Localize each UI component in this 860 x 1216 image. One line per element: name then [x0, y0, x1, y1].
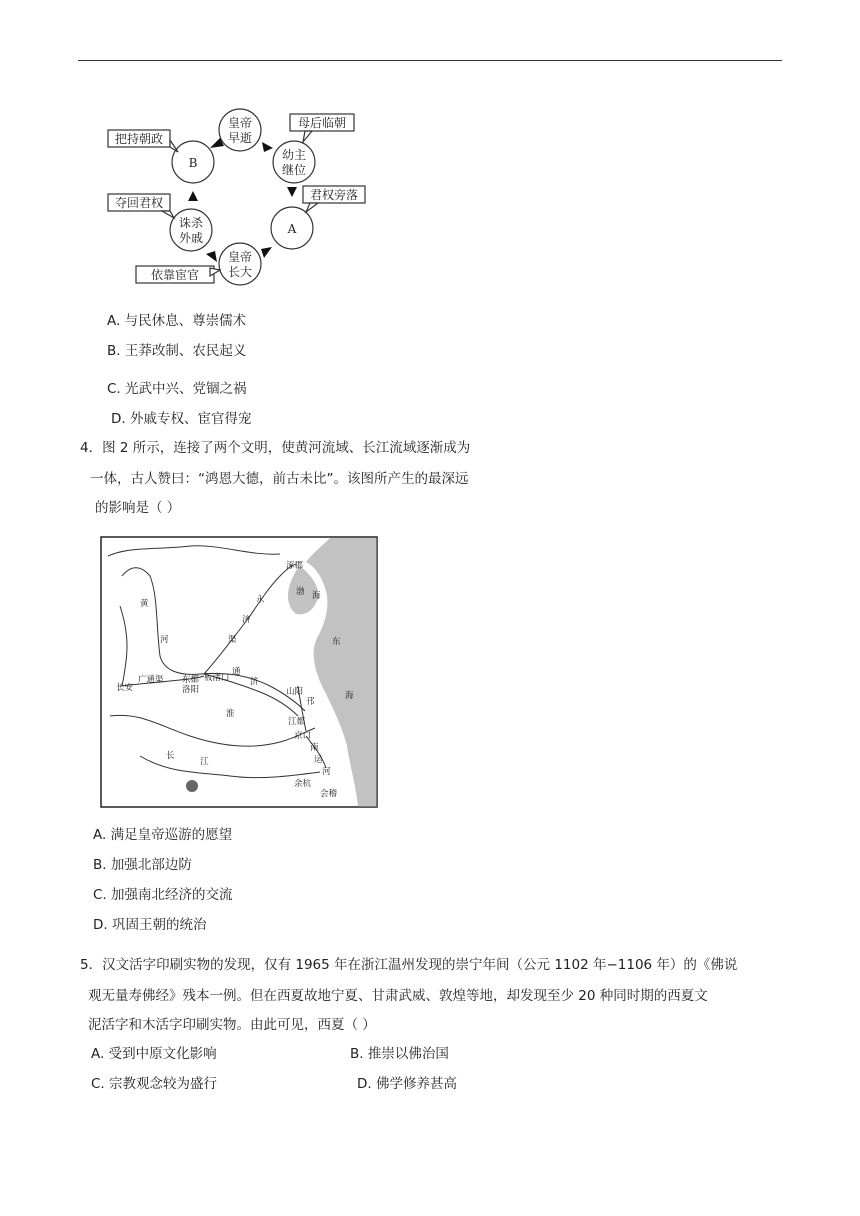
q4-stem-line-1: 4．图 2 所示，连接了两个文明，使黄河流域、长江流域逐渐成为: [80, 440, 471, 456]
node-label-emperor-early-death-2: 早逝: [227, 131, 253, 145]
map-label-dongdu: 东都: [182, 675, 200, 685]
callout-label-empress-regency: 母后临朝: [297, 116, 347, 130]
map-label-huang: 黄: [140, 599, 149, 609]
q4-stem-line-2: 一体，古人赞曰：“鸿恩大德，前古未比”。该图所产生的最深远: [90, 471, 469, 487]
arrow-a-to-grown: [261, 247, 272, 258]
callout-label-rely-eunuchs: 依靠宦官: [150, 268, 200, 282]
q4-option-c: C. 加强南北经济的交流: [93, 887, 233, 903]
q5-stem-line-1: 5．汉文活字印刷实物的发现，仅有 1965 年在浙江温州发现的崇宁年间（公元 1102 年−1106 年）的《佛说: [80, 957, 738, 973]
map-label-huai: 淮: [226, 709, 235, 719]
map-label-tong: 通: [232, 667, 241, 677]
map-label-kuaiji: 会稽: [320, 789, 338, 799]
node-label-emperor-early-death-1: 皇帝: [227, 116, 253, 130]
map-label-yong: 永: [256, 595, 265, 605]
map-label-yun: 运: [314, 755, 323, 765]
cycle-diagram: [100, 100, 370, 296]
q3-option-b: B. 王莽改制、农民起义: [107, 343, 247, 359]
q5-option-d: D. 佛学修养甚高: [357, 1076, 457, 1092]
q3-option-d: D. 外戚专权、宦官得宠: [111, 411, 252, 427]
map-label-hehe: 河: [322, 767, 331, 777]
node-label-young-ruler-1: 幼主: [281, 148, 307, 162]
map-label-he: 河: [160, 635, 169, 645]
map-label-han: 邗: [306, 697, 315, 707]
q5-option-a: A. 受到中原文化影响: [91, 1046, 217, 1062]
callout-label-power-declines: 君权旁落: [309, 188, 359, 202]
arrow-grown-to-kill: [206, 251, 217, 262]
callout-label-control-court: 把持朝政: [114, 132, 164, 146]
callout-label-regain-power: 夺回君权: [114, 196, 164, 210]
q4-option-b: B. 加强北部边防: [93, 857, 192, 873]
lake-south: [186, 780, 198, 792]
arrow-early-death-to-young: [262, 142, 273, 152]
map-label-yuhang: 余杭: [294, 779, 312, 789]
map-label-qu: 渠: [228, 635, 237, 645]
node-label-emperor-grown-2: 长大: [227, 265, 253, 279]
q4-option-a: A. 满足皇帝巡游的愿望: [93, 827, 233, 843]
node-label-emperor-grown-1: 皇帝: [227, 250, 253, 264]
map-label-jingkou: 京口: [294, 731, 312, 741]
map-label-bohai: 渤: [296, 587, 305, 597]
map-label-luoyang: 洛阳: [182, 685, 200, 695]
q5-option-b: B. 推崇以佛治国: [350, 1046, 449, 1062]
q3-option-c: C. 光武中兴、党锢之祸: [107, 381, 247, 397]
q5-stem-line-2: 观无量寿佛经》残本一例。但在西夏故地宁夏、甘肃武威、敦煌等地，却发现至少 20 种同时期的西夏文: [88, 988, 708, 1004]
arrow-young-to-a: [287, 187, 297, 197]
map-label-guangtong: 广通渠: [138, 675, 164, 685]
map-label-changan: 长安: [116, 683, 134, 693]
map-label-jiang: 江: [200, 757, 209, 767]
q4-option-d: D. 巩固王朝的统治: [93, 917, 207, 933]
map-label-jiqu: 济: [250, 677, 259, 687]
map-label-dong: 东: [332, 637, 341, 647]
map-label-zhuojun: 涿郡: [286, 561, 304, 571]
header-rule: [78, 60, 782, 61]
q3-option-a: A. 与民休息、尊崇儒术: [107, 313, 247, 329]
node-label-kill-inlaws-1: 诛杀: [178, 216, 204, 230]
node-label-young-ruler-2: 继位: [281, 163, 307, 177]
map-label-ji: 济: [242, 615, 251, 625]
node-label-b: B: [188, 156, 198, 170]
q4-stem-line-3: 的影响是（ ）: [95, 500, 181, 516]
map-label-jiangdu: 江都: [288, 717, 306, 727]
arrow-kill-to-b: [188, 191, 198, 201]
node-label-kill-inlaws-2: 外戚: [178, 231, 204, 245]
map-label-nan: 南: [310, 743, 319, 753]
map-label-hai-2: 海: [345, 691, 354, 701]
grand-canal-map: [100, 536, 378, 808]
map-label-chang: 长: [166, 751, 175, 761]
map-label-banzhukou: 板渚口: [204, 673, 230, 683]
q5-stem-line-3: 泥活字和木活字印刷实物。由此可见，西夏（ ）: [88, 1017, 376, 1033]
node-label-a: A: [287, 222, 297, 236]
map-label-hai-1: 海: [312, 591, 321, 601]
map-label-shanyang: 山阳: [286, 687, 304, 697]
q5-option-c: C. 宗教观念较为盛行: [91, 1076, 218, 1092]
